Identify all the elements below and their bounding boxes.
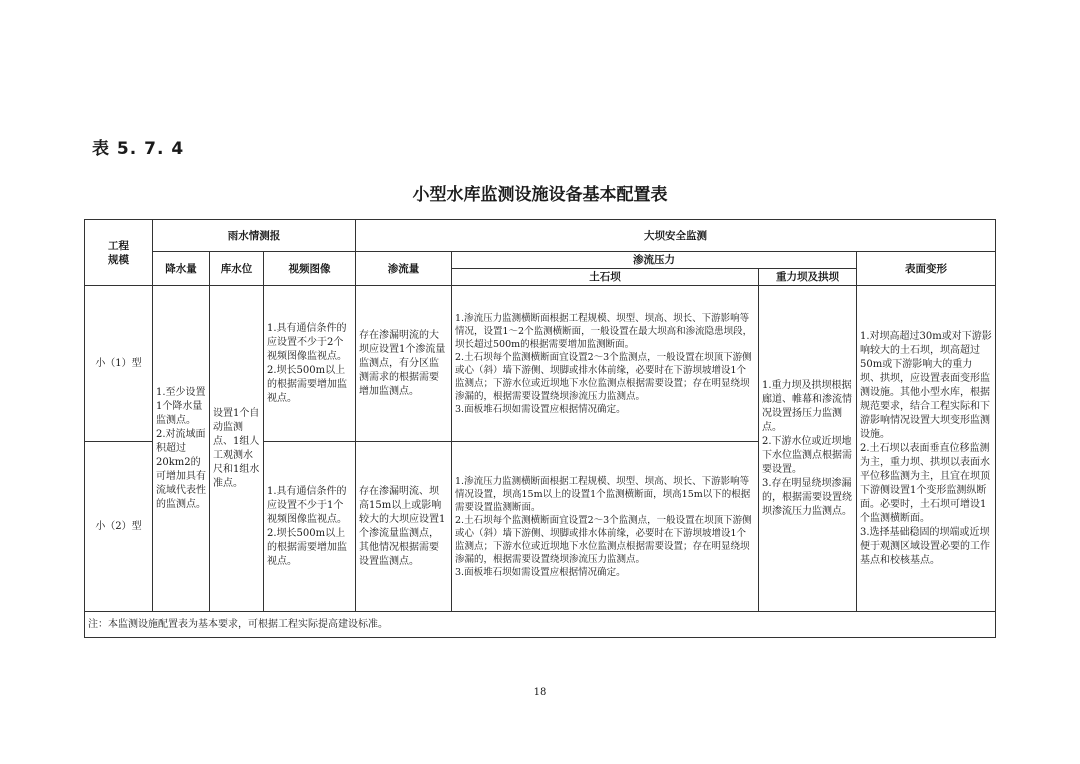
surface-deformation-cell: 1.对坝高超过30m或对下游影响较大的土石坝，坝高超过50m或下游影响大的重力坝、拱坝，应设置表面变形监测设施。其他小型水库，根据规范要求，结合工程实际和下游影响情况设置大坝变形监测设施。 2.土石坝以表面垂直位移监测为主，重力坝、拱坝以表面水平位移监测为主，且宜在坝顶下游侧设置1个变形监测纵断面。必要时，土石坝可增设1个监测横断面。 3.选择基础稳固的坝端或近坝便于观测区域设置必要的工作基点和校核基点。: [857, 286, 996, 612]
scale-small-1: 小（1）型: [85, 286, 153, 442]
video-cell-small-1: 1.具有通信条件的应设置不少于2个视频图像监视点。 2.坝长500m以上的根据需要增加监视点。: [264, 286, 356, 442]
table-number: 表 5. 7. 4: [92, 139, 185, 159]
configuration-table: [84, 219, 996, 638]
header-dam-safety: 大坝安全监测: [356, 220, 996, 252]
header-surface-deformation: 表面变形: [857, 252, 996, 286]
table-note: 注：本监测设施配置表为基本要求，可根据工程实际提高建设标准。: [85, 612, 996, 638]
video-cell-small-2: 1.具有通信条件的应设置不少于1个视频图像监视点。 2.坝长500m以上的根据需要增加监视点。: [264, 442, 356, 612]
gravity-arch-cell: 1.重力坝及拱坝根据廊道、帷幕和渗流情况设置扬压力监测点。 2.下游水位或近坝地下水位监测点根据需要设置。 3.存在明显绕坝渗漏的，根据需要设置绕坝渗流压力监测点。: [759, 286, 857, 612]
header-seepage-pressure: 渗流压力: [452, 252, 857, 269]
page-number: 18: [533, 687, 547, 698]
earth-dam-cell-small-1: 1.渗流压力监测横断面根据工程规模、坝型、坝高、坝长、下游影响等情况，设置1～2个监测横断面，一般设置在最大坝高和渗流隐患坝段，坝长超过500m的根据需要增加监测断面。 2.土石坝每个监测横断面宜设置2～3个监测点，一般设置在坝顶下游侧或心（斜）墙下游侧、坝脚或排水体前缘，必要时在下游坝坡增设1个监测点；下游水位或近坝地下水位监测点根据需要设置；存在明显绕坝渗漏的，根据需要设置绕坝渗流压力监测点。 3.面板堆石坝如需设置应根据情况确定。: [452, 286, 759, 442]
reservoir-level-cell: 设置1个自动监测点、1组人工观测水尺和1组水准点。: [210, 286, 264, 612]
header-earth-rock-dam: 土石坝: [452, 269, 759, 286]
earth-dam-cell-small-2: 1.渗流压力监测横断面根据工程规模、坝型、坝高、坝长、下游影响等情况设置，坝高15m以上的设置1个监测横断面，坝高15m以下的根据需要设置监测断面。 2.土石坝每个监测横断面宜设置2～3个监测点，一般设置在坝顶下游侧或心（斜）墙下游侧、坝脚或排水体前缘，必要时在下游坝坡增设1个监测点；下游水位或近坝地下水位监测点根据需要设置；存在明显绕坝渗漏的，根据需要设置绕坝渗流压力监测点。 3.面板堆石坝如需设置应根据情况确定。: [452, 442, 759, 612]
scale-small-2: 小（2）型: [85, 442, 153, 612]
header-project-scale: 工程 规模: [85, 220, 153, 286]
header-reservoir-level: 库水位: [210, 252, 264, 286]
header-video: 视频图像: [264, 252, 356, 286]
seepage-flow-cell-small-1: 存在渗漏明流的大坝应设置1个渗流量监测点，有分区监测需求的根据需要增加监测点。: [356, 286, 452, 442]
document-title: 小型水库监测设施设备基本配置表: [412, 185, 668, 205]
header-gravity-arch-dam: 重力坝及拱坝: [759, 269, 857, 286]
header-precipitation: 降水量: [153, 252, 210, 286]
seepage-flow-cell-small-2: 存在渗漏明流、坝高15m以上或影响较大的大坝应设置1个渗流量监测点，其他情况根据需要设置监测点。: [356, 442, 452, 612]
header-rain-water: 雨水情测报: [153, 220, 356, 252]
header-seepage-flow: 渗流量: [356, 252, 452, 286]
precipitation-cell: 1.至少设置1个降水量监测点。 2.对流域面积超过20km2的可增加具有流域代表性的监测点。: [153, 286, 210, 612]
